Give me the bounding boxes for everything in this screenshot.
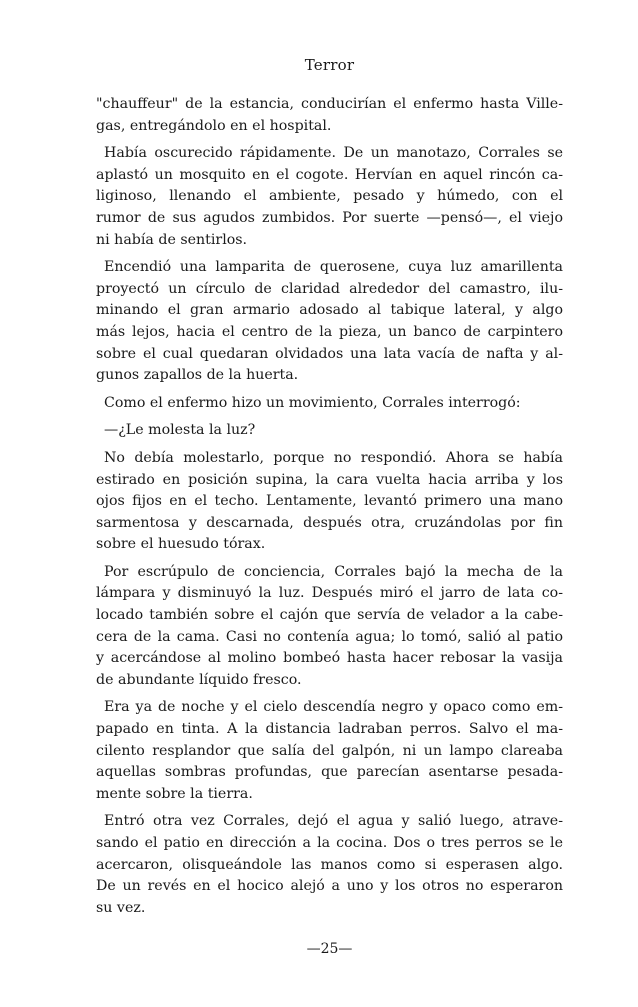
text-line: aquellas sombras profundas, que parecían asentarse pesada- (96, 764, 563, 781)
paragraph (96, 143, 563, 251)
paragraph (96, 94, 563, 137)
text-line: proyectó un círculo de claridad alrededor del camastro, ilu- (96, 280, 563, 297)
text-line: de abundante líquido fresco. (96, 671, 302, 688)
text-line: sando el patio en dirección a la cocina. Dos o tres perros se le (96, 835, 563, 851)
text-line: gunos zapallos de la huerta. (96, 367, 299, 384)
text-line: "chauffeur" de la estancia, conducirían el enfermo hasta Ville- (96, 96, 563, 112)
text-line: Por escrúpulo de conciencia, Corrales bajó la mecha de la (104, 563, 563, 580)
text-line: acercaron, olisqueándole las manos como si esperasen algo. (96, 856, 563, 873)
text-line: Como el enfermo hizo un movimiento, Corrales interrogó: (104, 394, 521, 411)
paragraph (96, 697, 563, 805)
text-line: cera de la cama. Casi no contenía agua; lo tomó, salió al patio (96, 628, 563, 645)
text-line: Era ya de noche y el cielo descendía negro y opaco como em- (104, 699, 563, 716)
text-line: aplastó un mosquito en el cogote. Hervían en aquel rincón ca- (96, 166, 563, 183)
book-page (96, 0, 563, 1007)
text-line: minando el gran armario adosado al tabique lateral, y algo (96, 302, 563, 319)
text-line: De un revés en el hocico alejó a uno y los otros no esperaron (96, 878, 563, 895)
text-line: ojos fijos en el techo. Lentamente, levantó primero una mano (96, 493, 563, 510)
text-line: liginoso, llenando el ambiente, pesado y húmedo, con el (96, 188, 563, 205)
paragraph (96, 257, 563, 387)
text-line: sobre el cual quedaran olvidados una lata vacía de nafta y al- (96, 345, 563, 362)
text-line: gas, entregándolo en el hospital. (96, 117, 332, 134)
text-line: su vez. (96, 899, 146, 916)
text-line: Encendió una lamparita de querosene, cuya luz amarillenta (104, 259, 563, 276)
text-line: Entró otra vez Corrales, dejó el agua y salió luego, atrave- (104, 813, 563, 830)
text-line: lámpara y disminuyó la luz. Después miró el jarro de lata co- (96, 585, 563, 602)
text-line: sarmentosa y descarnada, después otra, cruzándolas por fin (96, 514, 563, 531)
text-line: papado en tinta. A la distancia ladraban perros. Salvo el ma- (96, 721, 563, 738)
paragraph (96, 562, 563, 692)
text-line: más lejos, hacia el centro de la pieza, un banco de carpintero (96, 323, 563, 340)
paragraph (96, 393, 563, 415)
paragraph (96, 448, 563, 556)
text-line: sobre el huesudo tórax. (96, 536, 266, 553)
text-line: —¿Le molesta la luz? (104, 422, 256, 439)
text-line: locado también sobre el cajón que servía de velador a la cabe- (96, 607, 563, 624)
running-head-title: Terror (304, 56, 355, 74)
text-line: estirado en posición supina, la cara vuelta hacia arriba y los (96, 471, 563, 488)
text-line: rumor de sus agudos zumbidos. Por suerte —pensó—, el viejo (96, 209, 563, 226)
text-line: mente sobre la tierra. (96, 785, 253, 802)
body-text (96, 94, 563, 925)
page-number: —25— (306, 941, 353, 957)
text-line: Había oscurecido rápidamente. De un manotazo, Corrales se (104, 145, 563, 162)
text-line: y acercándose al molino bombeó hasta hacer rebosar la vasija (96, 650, 563, 667)
paragraph (96, 811, 563, 919)
paragraph (96, 420, 563, 442)
text-line: ni había de sentirlos. (96, 231, 248, 248)
text-line: cilento resplandor que salía del galpón, ni un lampo clareaba (96, 742, 563, 759)
text-line: No debía molestarlo, porque no respondió. Ahora se había (104, 449, 563, 466)
